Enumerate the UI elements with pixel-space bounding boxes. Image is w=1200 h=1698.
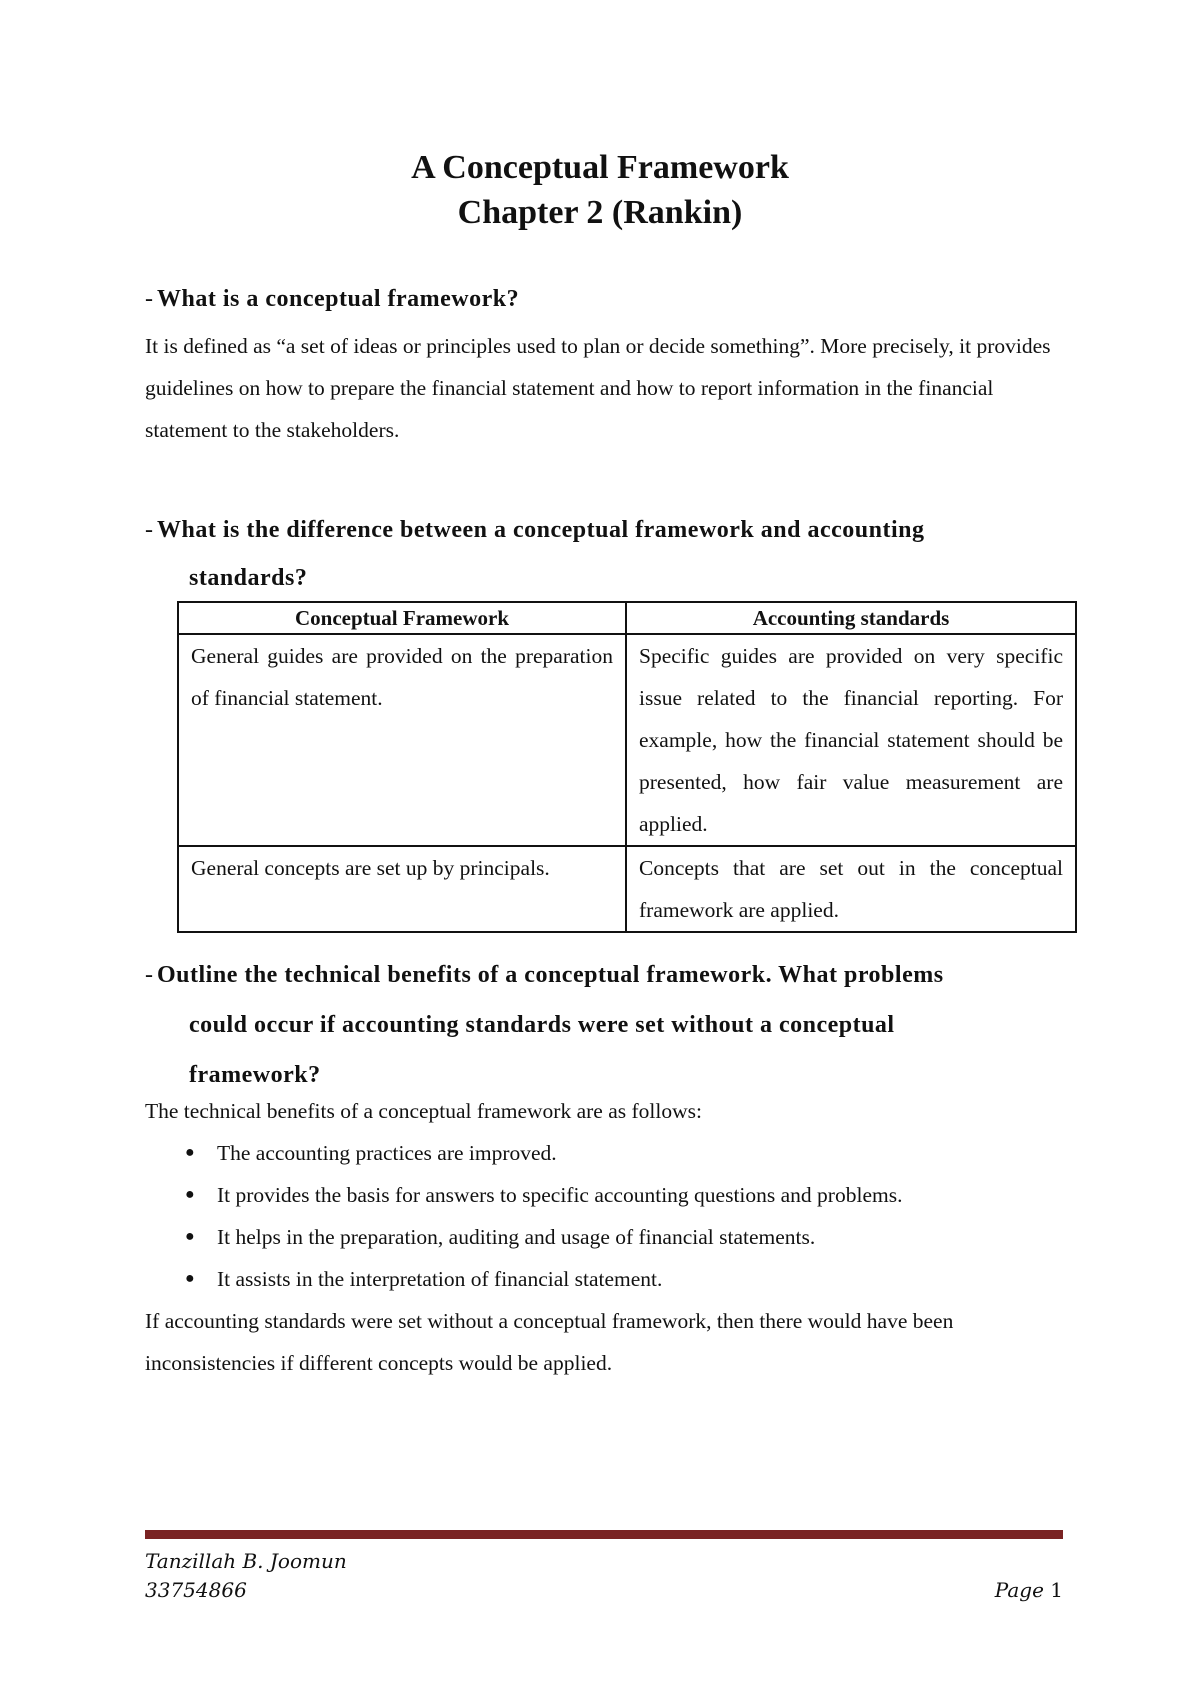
bullet-icon: ● xyxy=(185,1186,195,1203)
footer-author-block xyxy=(145,1547,347,1605)
question-difference xyxy=(145,506,1065,602)
list-item-text: It provides the basis for answers to specific accounting questions and problems. xyxy=(217,1183,903,1207)
footer-page xyxy=(995,1576,1063,1605)
document-subtitle: Chapter 2 (Rankin) xyxy=(457,194,743,231)
benefits-intro: The technical benefits of a conceptual framework are as follows: xyxy=(145,1099,702,1123)
question-dash: - xyxy=(145,962,154,988)
question-conceptual-framework xyxy=(145,282,1065,316)
footer-author: Tanzillah B. Joomun xyxy=(145,1549,347,1573)
list-item xyxy=(145,1216,1065,1258)
answer-conceptual-framework: It is defined as “a set of ideas or principles used to plan or decide something”. More precisely, it provides guidelines on how to prepare the financial statement and how to report information in the financial statement to the stakeholders. xyxy=(145,334,1051,442)
list-item xyxy=(145,1258,1065,1300)
page-number: 1 xyxy=(1050,1578,1063,1602)
question-dash: - xyxy=(145,517,154,543)
table-cell: Concepts that are set out in the conceptual framework are applied. xyxy=(626,846,1076,932)
list-item-text: It helps in the preparation, auditing and usage of financial statements. xyxy=(217,1225,816,1249)
benefits-conclusion: If accounting standards were set without a conceptual framework, then there would have been inconsistencies if different concepts would be applied. xyxy=(145,1309,954,1375)
bullet-icon: ● xyxy=(185,1144,195,1161)
list-item xyxy=(145,1132,1065,1174)
document-title: A Conceptual Framework xyxy=(411,149,789,186)
table-row xyxy=(178,846,1076,932)
list-item xyxy=(145,1174,1065,1216)
bullet-icon: ● xyxy=(185,1270,195,1287)
table-header-accounting-standards: Accounting standards xyxy=(626,602,1076,634)
table-header-conceptual-framework: Conceptual Framework xyxy=(178,602,626,634)
question-text-line2: could occur if accounting standards were set without a conceptual xyxy=(189,1012,895,1038)
list-item-text: The accounting practices are improved. xyxy=(217,1141,557,1165)
page-label: Page xyxy=(994,1578,1044,1602)
footer-rule xyxy=(145,1530,1063,1539)
benefits-list xyxy=(145,1132,1065,1300)
list-item-text: It assists in the interpretation of financial statement. xyxy=(217,1267,663,1291)
table-cell: Specific guides are provided on very specific issue related to the financial reporting. For example, how the financial statement should be presented, how fair value measurement are applied. xyxy=(626,634,1076,846)
footer-student-id: 33754866 xyxy=(145,1578,247,1602)
question-text-line2: standards? xyxy=(189,565,308,591)
question-text-line1: Outline the technical benefits of a conceptual framework. What problems xyxy=(157,962,944,988)
question-text-line1: What is the difference between a conceptual framework and accounting xyxy=(157,517,925,543)
question-text-line3: framework? xyxy=(189,1062,321,1088)
table-cell: General guides are provided on the preparation of financial statement. xyxy=(178,634,626,846)
question-text: What is a conceptual framework? xyxy=(157,286,520,312)
table-row xyxy=(178,634,1076,846)
question-technical-benefits xyxy=(145,950,1065,1100)
question-dash: - xyxy=(145,286,154,312)
bullet-icon: ● xyxy=(185,1228,195,1245)
table-cell: General concepts are set up by principals. xyxy=(178,846,626,932)
comparison-table xyxy=(177,601,1077,933)
table-header-row xyxy=(178,602,1076,634)
